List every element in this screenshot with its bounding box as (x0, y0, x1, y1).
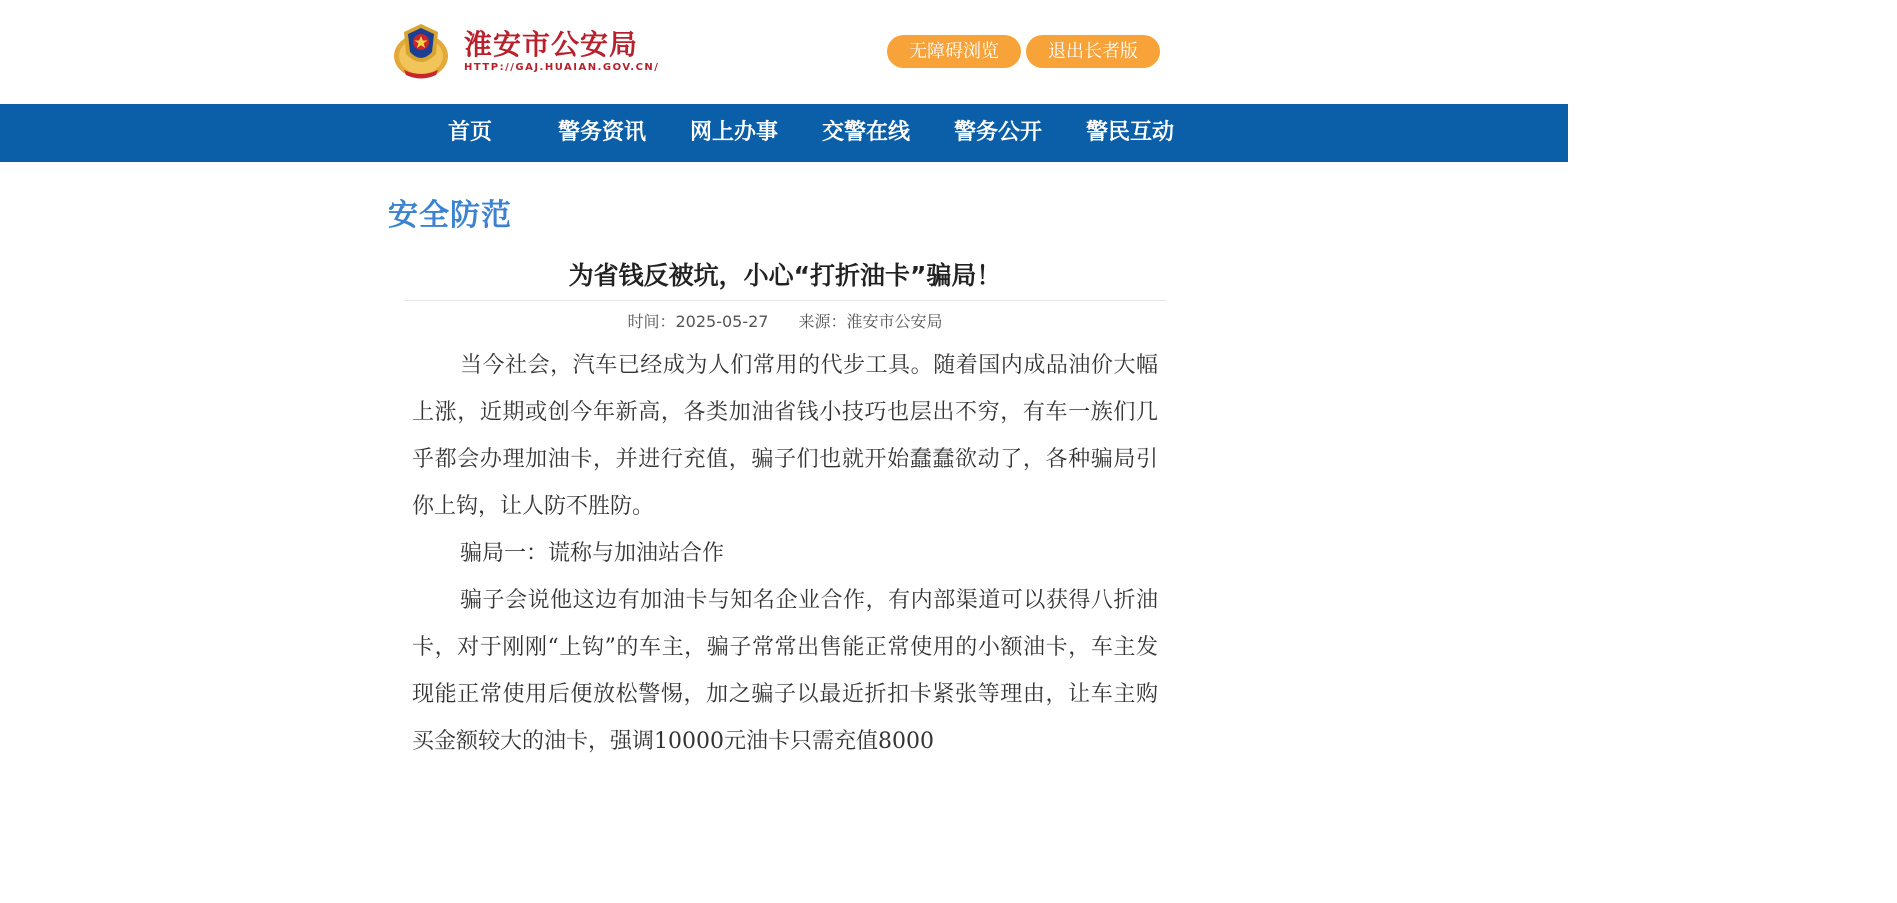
nav-item-traffic-police[interactable]: 交警在线 (821, 120, 910, 145)
header-buttons (887, 35, 1160, 68)
article-meta (404, 309, 1166, 332)
article (404, 256, 1166, 765)
main-nav (0, 104, 1568, 162)
police-emblem-icon (390, 20, 452, 82)
nav-item-home[interactable]: 首页 (447, 120, 492, 145)
accessibility-button[interactable]: 无障碍浏览 (887, 35, 1021, 68)
article-title: 为省钱反被坑，小心“打折油卡”骗局！ (404, 256, 1166, 301)
article-time: 时间：2025-05-27 (627, 312, 769, 331)
nav-item-interaction[interactable]: 警民互动 (1085, 120, 1174, 145)
article-body (404, 342, 1166, 765)
nav-item-online-services[interactable]: 网上办事 (689, 120, 778, 145)
article-paragraph: 当今社会，汽车已经成为人们常用的代步工具。随着国内成品油价大幅上涨，近期或创今年新高，各类加油省钱小技巧也层出不穷，有车一族们几乎都会办理加油卡，并进行充值，骗子们也就开始蠢蠢欲动了，各种骗局引你上钩，让人防不胜防。 (412, 353, 1158, 519)
article-paragraph: 骗子会说他这边有加油卡与知名企业合作，有内部渠道可以获得八折油卡，对于刚刚“上钩”的车主，骗子常常出售能正常使用的小额油卡，车主发现能正常使用后便放松警惕，加之骗子以最近折扣卡紧张等理由，让车主购买金额较大的油卡，强调10000元油卡只需充值8000 (412, 588, 1158, 754)
site-logo[interactable] (390, 20, 659, 82)
nav-item-police-news[interactable]: 警务资讯 (557, 120, 646, 145)
section-title: 安全防范 (388, 198, 512, 233)
article-paragraph: 骗局一：谎称与加油站合作 (460, 541, 725, 566)
nav-item-police-affairs[interactable]: 警务公开 (953, 120, 1042, 145)
exit-elder-mode-button[interactable]: 退出长者版 (1026, 35, 1160, 68)
site-header (0, 0, 1568, 104)
site-url: HTTP://GAJ.HUAIAN.GOV.CN/ (464, 62, 660, 73)
article-source: 来源：淮安市公安局 (798, 312, 943, 331)
site-title: 淮安市公安局 (464, 28, 639, 61)
